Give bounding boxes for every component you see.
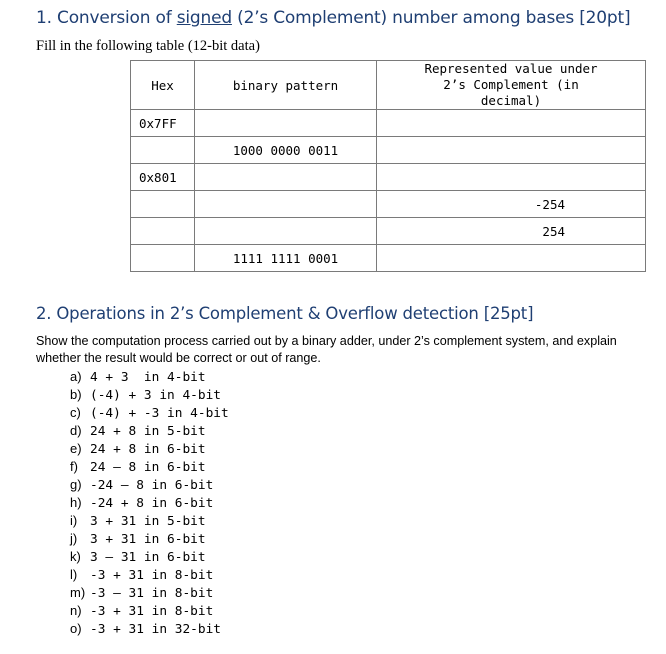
table-header-row: [131, 61, 646, 110]
cell-binary[interactable]: [195, 218, 377, 245]
signed-underlined: signed: [176, 8, 232, 28]
table-row: [131, 245, 646, 272]
item-label: l): [70, 567, 78, 582]
item-label: d): [70, 423, 82, 438]
cell-binary[interactable]: 1000 0000 0011: [195, 137, 377, 164]
list-item: [70, 566, 229, 584]
cell-decimal[interactable]: [377, 137, 646, 164]
header-binary: binary pattern: [195, 61, 377, 110]
item-expression: (-4) + -3 in 4-bit: [90, 406, 229, 421]
cell-hex[interactable]: 0x7FF: [131, 110, 195, 137]
table-row: [131, 218, 646, 245]
item-expression: -24 + 8 in 6-bit: [90, 496, 214, 511]
item-label: k): [70, 549, 81, 564]
list-item: [70, 368, 229, 386]
item-expression: -3 + 31 in 8-bit: [90, 604, 214, 619]
table-row: [131, 164, 646, 191]
operations-list: [70, 368, 229, 638]
list-item: [70, 584, 229, 602]
item-expression: (-4) + 3 in 4-bit: [90, 388, 221, 403]
list-item: [70, 458, 229, 476]
item-label: c): [70, 405, 81, 420]
section1-title: 1. Conversion of signed (2’s Complement) number among bases [20pt]: [36, 8, 631, 28]
list-item: [70, 422, 229, 440]
item-label: h): [70, 495, 82, 510]
item-expression: -24 – 8 in 6-bit: [90, 478, 214, 493]
item-expression: -3 + 31 in 8-bit: [90, 568, 214, 583]
item-expression: 24 – 8 in 6-bit: [90, 460, 206, 475]
cell-binary[interactable]: [195, 191, 377, 218]
list-item: [70, 530, 229, 548]
table-instruction: Fill in the following table (12-bit data): [36, 38, 260, 54]
table-row: [131, 191, 646, 218]
item-label: n): [70, 603, 82, 618]
item-label: g): [70, 477, 82, 492]
table-row: [131, 110, 646, 137]
item-expression: 3 + 31 in 6-bit: [90, 532, 206, 547]
cell-hex[interactable]: [131, 245, 195, 272]
header-decimal: Represented value under 2’s Complement (in decimal): [377, 61, 646, 110]
item-label: e): [70, 441, 82, 456]
cell-decimal[interactable]: [377, 245, 646, 272]
item-expression: 3 – 31 in 6-bit: [90, 550, 206, 565]
table-row: [131, 137, 646, 164]
cell-decimal[interactable]: -254: [377, 191, 646, 218]
item-expression: 4 + 3 in 4-bit: [90, 370, 206, 385]
list-item: [70, 548, 229, 566]
item-expression: -3 + 31 in 32-bit: [90, 622, 221, 637]
cell-decimal[interactable]: [377, 164, 646, 191]
cell-hex[interactable]: [131, 191, 195, 218]
cell-decimal[interactable]: 254: [377, 218, 646, 245]
item-label: i): [70, 513, 78, 528]
cell-hex[interactable]: 0x801: [131, 164, 195, 191]
item-expression: 24 + 8 in 6-bit: [90, 442, 206, 457]
list-item: [70, 476, 229, 494]
cell-hex[interactable]: [131, 218, 195, 245]
item-label: m): [70, 585, 86, 600]
item-expression: 24 + 8 in 5-bit: [90, 424, 206, 439]
cell-binary[interactable]: [195, 110, 377, 137]
cell-binary[interactable]: 1111 1111 0001: [195, 245, 377, 272]
section2-title: 2. Operations in 2’s Complement & Overflow detection [25pt]: [36, 304, 534, 323]
list-item: [70, 440, 229, 458]
item-label: b): [70, 387, 82, 402]
list-item: [70, 404, 229, 422]
item-label: a): [70, 369, 82, 384]
section2-description: Show the computation process carried out by a binary adder, under 2’s complement system, and explain whether the result would be correct or out of range.: [36, 334, 617, 365]
cell-hex[interactable]: [131, 137, 195, 164]
conversion-table: [130, 60, 646, 272]
item-expression: 3 + 31 in 5-bit: [90, 514, 206, 529]
list-item: [70, 494, 229, 512]
item-label: f): [70, 459, 78, 474]
item-label: o): [70, 621, 82, 636]
list-item: [70, 512, 229, 530]
list-item: [70, 620, 229, 638]
list-item: [70, 386, 229, 404]
item-label: j): [70, 531, 78, 546]
cell-binary[interactable]: [195, 164, 377, 191]
list-item: [70, 602, 229, 620]
cell-decimal[interactable]: [377, 110, 646, 137]
header-hex: Hex: [131, 61, 195, 110]
item-expression: -3 – 31 in 8-bit: [90, 586, 214, 601]
